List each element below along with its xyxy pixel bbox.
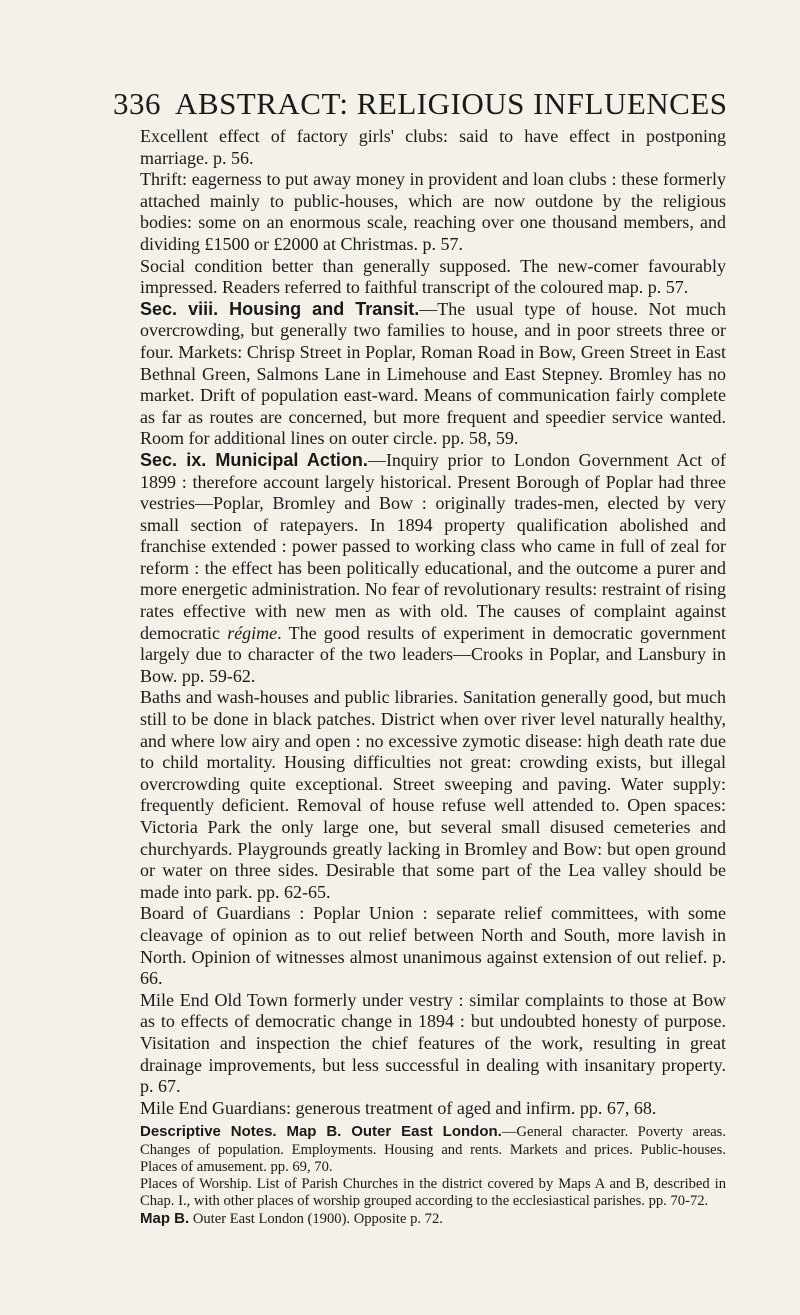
- section-housing-transit: [140, 299, 726, 450]
- notes-places-of-worship: Places of Worship. List of Parish Churches in the district covered by Maps A and B, described in Chap. I., with other places of worship grouped according to the ecclesiastical parishes. pp. 70-72.: [140, 1175, 726, 1210]
- running-header: [113, 86, 728, 122]
- italic-term: régime: [227, 622, 278, 643]
- notes-text: —General character. Poverty areas. Changes of population. Employments. Housing and rents. Markets and prices. Public-houses. Places of amusement. pp. 69, 70.: [140, 1124, 726, 1175]
- paragraph-social-condition: Social condition better than generally supposed. The new-comer favourably impressed. Readers referred to faithful transcript of the coloured map. p. 57.: [140, 255, 726, 298]
- paragraph-mile-end-guardians: Mile End Guardians: generous treatment of aged and infirm. pp. 67, 68.: [140, 1097, 657, 1118]
- section-heading: Sec. ix. Municipal Action.: [140, 449, 368, 470]
- paragraph-factory-clubs: Excellent effect of factory girls' clubs: said to have effect in postponing marriage. p. 56.: [140, 126, 726, 168]
- section-municipal-action: [140, 450, 726, 688]
- section-heading: Sec. viii. Housing and Transit.: [140, 298, 420, 319]
- page-number: 336: [113, 86, 161, 121]
- map-label: Map B.: [140, 1210, 190, 1228]
- section-text: —The usual type of house. Not much overcrowding, but generally two families to house, and in poor streets three or four. Markets: Chrisp Street in Poplar, Roman Road in Bow, Green Street in East Bethnal Green, Salmons Lane in Limehouse and East Stepney. Bromley has no market. Drift of population east-ward. Means of communication fairly complete as far as routes are concerned, but more frequent and speedier service wanted. Room for additional lines on outer circle. pp. 58, 59.: [140, 298, 727, 449]
- section-text: —Inquiry prior to London Government Act of 1899 : therefore account largely historical. Present Borough of Poplar had three vestries—Poplar, Bromley and Bow : originally trades-men, elected by very small section of ratepayers. In 1894 property qualification abolished and franchise extended : power passed to working class who came in full of zeal for reform : the effect has been politically educational, and the outcome a purer and more energetic administration. No fear of revolutionary results: restraint of rising rates effective with new men as with old. The causes of complaint against democratic: [140, 449, 726, 643]
- notes-heading: Descriptive Notes. Map B. Outer East London.: [140, 1123, 502, 1141]
- paragraph-guardians: Board of Guardians : Poplar Union : separate relief committees, with some cleavage of opinion as to out relief between North and South, more lavish in North. Opinion of witnesses almost unanimous against extension of out relief. p. 66.: [140, 903, 726, 989]
- paragraph-mile-end: Mile End Old Town formerly under vestry : similar complaints to those at Bow as to effects of democratic change in 1894 : but undoubted honesty of purpose. Visitation and inspection the chief features of the work, resulting in great drainage improvements, but less successful in dealing with insanitary property. p. 67.: [140, 989, 726, 1097]
- body-text: [140, 126, 726, 1229]
- running-title: ABSTRACT: RELIGIOUS INFLUENCES: [175, 86, 728, 121]
- section-text-cont: . The good results of experiment in democratic government largely due to character of the two leaders—Crooks in Poplar, and Lansbury in Bow. pp. 59-62.: [140, 622, 726, 686]
- paragraph-thrift: Thrift: eagerness to put away money in provident and loan clubs : these formerly attached mainly to public-houses, which are now outdone by the religious bodies: some on an enormous scale, reaching over one thousand members, and dividing £1500 or £2000 at Christmas. p. 57.: [140, 169, 726, 254]
- notes-intro: [140, 1123, 726, 1176]
- notes-map: [140, 1210, 726, 1228]
- descriptive-notes: [140, 1123, 726, 1228]
- paragraph-baths: Baths and wash-houses and public libraries. Sanitation generally good, but much still to be done in black patches. District when over river level naturally healthy, and where low airy and open : no excessive zymotic disease: high death rate due to child mortality. Housing difficulties not great: crowding exists, but illegal overcrowding quite exceptional. Street sweeping and paving. Water supply: frequently deficient. Removal of house refuse well attended to. Open spaces: Victoria Park the only large one, but several small disused cemeteries and churchyards. Playgrounds greatly lacking in Bromley and Bow: but open ground or water on three sides. Desirable that some part of the Lea valley should be made into park. pp. 62-65.: [140, 687, 726, 902]
- map-text: Outer East London (1900). Opposite p. 72.: [189, 1211, 443, 1228]
